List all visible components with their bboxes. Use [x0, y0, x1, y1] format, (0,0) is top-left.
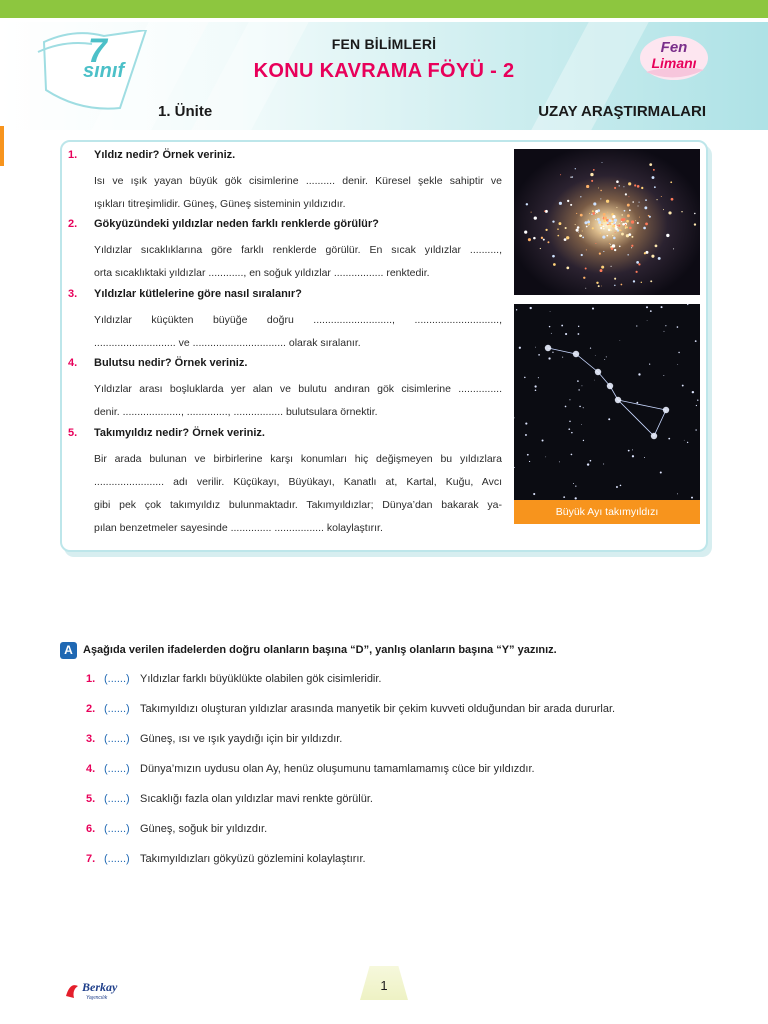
true-false-item — [86, 673, 726, 689]
item-statement: Dünya’mızın uydusu olan Ay, henüz oluşumunu tamamlamamış cüce bir yıldızdır. — [140, 763, 535, 775]
answer-line: Bir arada bulunan ve birbirlerine karşı konumları hiç değişmeyen bu yıldızlara — [94, 453, 502, 465]
item-number: 7. — [86, 853, 96, 865]
answer-blank[interactable]: (......) — [104, 703, 130, 715]
question-number: 5. — [68, 427, 78, 439]
star-cluster-image — [514, 149, 700, 295]
grade-word: sınıf — [83, 60, 125, 82]
answer-line: Yıldızlar küçükten büyüğe doğru ..........................., ............................., — [94, 314, 502, 326]
answer-line: Yıldızlar arası boşluklarda yer alan ve bulutu andıran gök cisimlerine ............... — [94, 383, 502, 395]
item-statement: Takımyıldızı oluşturan yıldızlar arasında manyetik bir çekim kuvveti olduğundan bir arada dururlar. — [140, 703, 616, 715]
question-number: 3. — [68, 288, 78, 300]
item-statement: Sıcaklığı fazla olan yıldızlar mavi renkte görülür. — [140, 793, 373, 805]
item-number: 2. — [86, 703, 96, 715]
answer-blank[interactable]: (......) — [104, 733, 130, 745]
question-card — [60, 140, 708, 552]
answer-text — [94, 309, 502, 355]
true-false-item — [86, 763, 726, 779]
true-false-item — [86, 703, 726, 719]
publisher-logo — [62, 976, 138, 1002]
answer-blank[interactable]: (......) — [104, 673, 130, 685]
answer-line: Isı ve ışık yayan büyük gök cisimlerine .......... denir. Küresel şekle sahiptir ve — [94, 175, 502, 187]
subject-title: FEN BİLİMLERİ — [331, 36, 437, 52]
publisher-name: Berkay — [82, 980, 118, 994]
star-cluster-stars — [514, 149, 700, 295]
answer-line: pılan benzetmeler sayesinde .............. ................. kolaylaştırır. — [94, 522, 383, 534]
section-a-badge: A — [60, 642, 77, 659]
item-number: 4. — [86, 763, 96, 775]
question-text: Yıldız nedir? Örnek veriniz. — [94, 149, 236, 161]
grade-number: 7 — [88, 32, 107, 70]
topic-label: UZAY ARAŞTIRMALARI — [538, 103, 706, 120]
true-false-item — [86, 823, 726, 839]
item-statement: Takımyıldızları gökyüzü gözlemini kolaylaştırır. — [140, 853, 366, 865]
answer-line: orta sıcaklıktaki yıldızlar ............, en soğuk yıldızlar ................. renktedir. — [94, 267, 430, 279]
big-dipper-stars — [514, 304, 700, 500]
answer-blank[interactable]: (......) — [104, 823, 130, 835]
answer-text — [94, 378, 502, 424]
question-text: Bulutsu nedir? Örnek veriniz. — [94, 357, 248, 369]
logo-text-bottom: Limanı — [651, 55, 697, 71]
question-number: 2. — [68, 218, 78, 230]
answer-line: ışıkları titreşimlidir. Güneş, Güneş sisteminin yıldızıdır. — [94, 198, 346, 210]
question-text: Gökyüzündeki yıldızlar neden farklı renklerde görülür? — [94, 218, 379, 230]
true-false-item — [86, 853, 726, 869]
true-false-item — [86, 793, 726, 809]
question-text: Takımyıldız nedir? Örnek veriniz. — [94, 427, 265, 439]
answer-line: denir. ...................., .............., ................. bulutsulara örnektir. — [94, 406, 378, 418]
answer-line: ............................ ve ................................ olarak sıralanır. — [94, 337, 361, 349]
big-dipper-image — [514, 304, 700, 524]
worksheet-title: KONU KAVRAMA FÖYÜ - 2 — [253, 60, 515, 82]
answer-text — [94, 448, 502, 540]
fen-limani-logo — [638, 28, 710, 84]
answer-text — [94, 239, 502, 285]
question-text: Yıldızlar kütlelerine göre nasıl sıralanır? — [94, 288, 302, 300]
answer-blank[interactable]: (......) — [104, 793, 130, 805]
unit-label: 1. Ünite — [158, 103, 213, 120]
item-number: 6. — [86, 823, 96, 835]
answer-blank[interactable]: (......) — [104, 763, 130, 775]
item-statement: Yıldızlar farklı büyüklükte olabilen gök cisimleridir. — [140, 673, 382, 685]
answer-blank[interactable]: (......) — [104, 853, 130, 865]
page-number: 1 — [380, 978, 388, 993]
answer-line: ........................ adı verilir. Küçükayı, Büyükayı, Kanatlı at, Kartal, Kuğu, Avcı — [94, 476, 502, 488]
logo-text-top: Fen — [660, 39, 688, 56]
question-number: 1. — [68, 149, 78, 161]
item-statement: Güneş, soğuk bir yıldızdır. — [140, 823, 268, 835]
question-number: 4. — [68, 357, 78, 369]
answer-line: Yıldızlar sıcaklıklarına göre farklı renklerde görülür. En sıcak yıldızlar .........., — [94, 244, 502, 256]
side-tab — [0, 126, 4, 166]
section-a-instruction: Aşağıda verilen ifadelerden doğru olanların başına “D”, yanlış olanların başına “Y” yazınız. — [83, 644, 557, 656]
answer-line: gibi pek çok takımyıldız bulunmaktadır. Takımyıldızlar; Dünya’dan bakarak ya- — [94, 499, 502, 511]
image-caption: Büyük Ayı takımyıldızı — [514, 500, 700, 524]
top-green-bar — [0, 0, 768, 18]
item-number: 5. — [86, 793, 96, 805]
publisher-sub: Yayıncılık — [86, 995, 108, 1001]
answer-text — [94, 170, 502, 216]
item-number: 1. — [86, 673, 96, 685]
true-false-item — [86, 733, 726, 749]
item-number: 3. — [86, 733, 96, 745]
item-statement: Güneş, ısı ve ışık yaydığı için bir yıldızdır. — [140, 733, 343, 745]
